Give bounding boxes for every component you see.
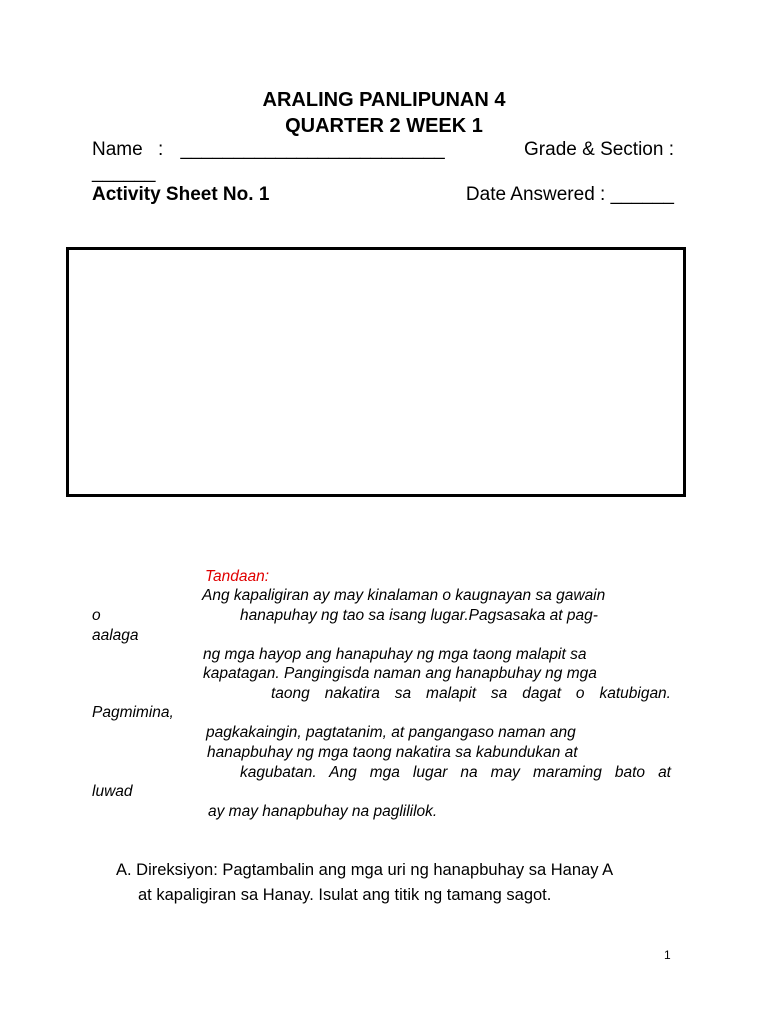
tandaan-line: hanapuhay ng tao sa isang lugar.Pagsasaka at pag-: [240, 607, 598, 624]
tandaan-line: Ang kapaligiran ay may kinalaman o kaugnayan sa gawain: [202, 587, 606, 604]
name-colon: :: [157, 139, 164, 160]
subject-title: ARALING PANLIPUNAN 4: [262, 89, 506, 111]
tandaan-line: kapatagan. Pangingisda naman ang hanapbuhay ng mga: [203, 665, 597, 682]
name-grade-row: [92, 139, 674, 161]
blank-answer-box: [66, 247, 686, 497]
grade-section-blank: ______: [92, 162, 156, 183]
tandaan-line: hanapbuhay ng mga taong nakatira sa kabundukan at: [207, 744, 578, 761]
name-label: Name: [92, 139, 143, 160]
tandaan-line: Pagmimina,: [92, 704, 174, 721]
direction-line-2: at kapaligiran sa Hanay. Isulat ang titik ng tamang sagot.: [138, 886, 552, 904]
name-blank: _________________________: [180, 139, 445, 160]
activity-row: [92, 184, 674, 206]
direction-line-1: A. Direksiyon: Pagtambalin ang mga uri ng hanapbuhay sa Hanay A: [116, 861, 614, 879]
grade-section-label: Grade & Section :: [524, 139, 674, 160]
tandaan-line: ay may hanapbuhay na paglililok.: [208, 803, 438, 820]
activity-sheet-label: Activity Sheet No. 1: [92, 184, 270, 205]
tandaan-line: aalaga: [92, 627, 139, 644]
tandaan-line: luwad: [92, 783, 133, 800]
page-number: 1: [664, 948, 671, 962]
date-answered-label: Date Answered : ______: [465, 184, 674, 205]
tandaan-line: pagkakaingin, pagtatanim, at pangangaso naman ang: [206, 724, 576, 741]
tandaan-line: kagubatan. Ang mga lugar na may maraming bato at: [240, 764, 671, 781]
quarter-title: QUARTER 2 WEEK 1: [285, 115, 483, 137]
tandaan-heading: Tandaan:: [205, 568, 270, 585]
tandaan-line: ng mga hayop ang hanapuhay ng mga taong malapit sa: [203, 646, 587, 663]
tandaan-line: o: [92, 607, 101, 624]
tandaan-line: taong nakatira sa malapit sa dagat o katubigan.: [271, 685, 671, 702]
name-field: [92, 139, 445, 161]
